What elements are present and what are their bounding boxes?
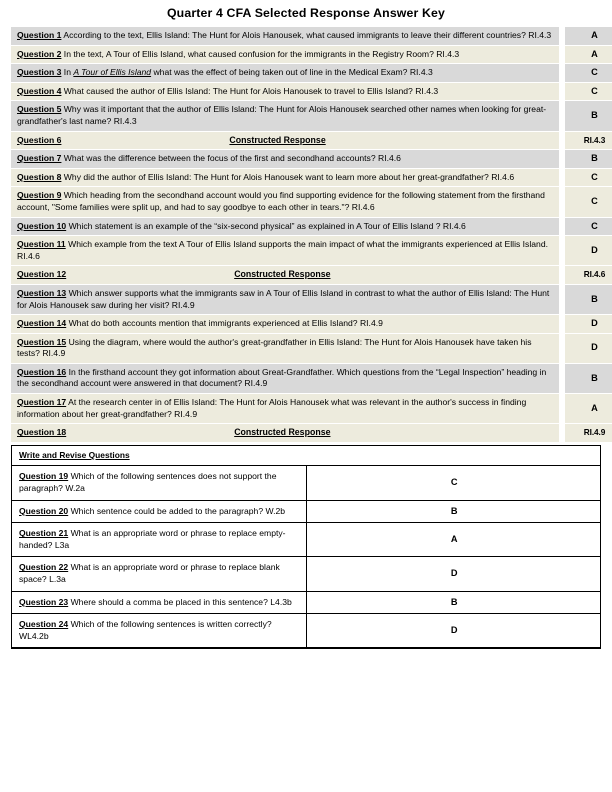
table-row <box>11 394 612 424</box>
answer-cell: D <box>565 315 612 334</box>
table-row <box>11 101 612 131</box>
question-text-title: A Tour of Ellis Island <box>73 67 152 78</box>
question-text: According to the text, Ellis Island: The Hunt for Alois Hanousek, what caused immigrants to leave their different countries? RI.4.3 <box>61 30 552 40</box>
question-cell <box>11 333 559 363</box>
question-number-label: Question 19 <box>19 471 69 482</box>
question-cell <box>11 217 559 236</box>
question-cell <box>11 27 559 46</box>
question-number-label: Question 24 <box>19 619 69 630</box>
question-text: Which example from the text A Tour of Ellis Island supports the main impact of what the immigrants experienced at Ellis Island. RI.4.6 <box>17 239 548 261</box>
answer-cell: B <box>565 284 612 314</box>
table-row <box>11 236 612 266</box>
question-cell <box>11 82 559 101</box>
answer-cell: B <box>565 363 612 393</box>
question-text: Which answer supports what the immigrants saw in A Tour of Ellis Island in contrast to what the author of Ellis Island: The Hunt for Alois Hanousek saw during her visit? RI.4.9 <box>17 287 550 310</box>
answer-cell: D <box>306 614 600 648</box>
reading-table-body <box>11 27 612 443</box>
question-text: In the text, A Tour of Ellis Island, what caused confusion for the immigrants in the Registry Room? RI.4.3 <box>61 48 460 59</box>
table-row <box>11 150 612 169</box>
answer-cell: B <box>306 591 600 614</box>
question-text: What was the difference between the focus of the first and secondhand accounts? RI.4.6 <box>61 153 401 164</box>
table-row <box>11 266 612 285</box>
question-number-label: Question 10 <box>17 220 67 231</box>
table-row <box>11 168 612 187</box>
question-text: At the research center in of Ellis Island: The Hunt for Alois Hanousek what was relevant in the author's success in finding information about her great-grandfather? RI.4.9 <box>17 397 527 419</box>
question-number-label: Question 18 <box>17 427 67 438</box>
question-text: Why was it important that the author of Ellis Island: The Hunt for Alois Hanousek searched other names when looking for great-grandfather's last name? RI.4.3 <box>17 104 547 126</box>
answer-cell: C <box>565 82 612 101</box>
constructed-response-label: Constructed Response <box>234 269 331 280</box>
question-number-label: Question 14 <box>17 318 67 329</box>
table-row <box>11 363 612 393</box>
standard-code-cell: RI.4.9 <box>565 424 612 443</box>
question-cell <box>11 266 559 285</box>
constructed-response-label: Constructed Response <box>234 427 331 438</box>
answer-cell: C <box>565 64 612 83</box>
answer-cell: C <box>565 187 612 217</box>
constructed-response-label: Constructed Response <box>229 134 326 145</box>
question-number-label: Question 23 <box>19 596 69 607</box>
writing-section-box <box>11 445 601 650</box>
question-text: Which statement is an example of the “six-second physical” as explained in A Tour of Ellis Island ? RI.4.6 <box>66 220 466 231</box>
question-text: Using the diagram, where would the author's great-grandfather in Ellis Island: The Hunt for Alois Hanousek have taken his tests? RI.4.9 <box>17 336 532 359</box>
answer-cell: D <box>565 236 612 266</box>
question-number-label: Question 16 <box>17 366 67 377</box>
question-cell <box>12 591 306 614</box>
table-row <box>11 424 612 443</box>
table-row <box>12 591 600 614</box>
question-number-label: Question 9 <box>17 190 62 201</box>
question-number-label: Question 13 <box>17 287 67 298</box>
question-cell <box>11 168 559 187</box>
question-cell <box>11 424 559 443</box>
table-row <box>12 557 600 591</box>
question-cell <box>11 236 559 266</box>
answer-cell: C <box>565 217 612 236</box>
page-title: Quarter 4 CFA Selected Response Answer Key <box>166 6 446 20</box>
writing-section-heading: Write and Revise Questions <box>19 449 130 460</box>
answer-cell: B <box>565 150 612 169</box>
standard-code-cell: RI.4.3 <box>565 131 612 150</box>
table-row <box>12 523 600 557</box>
table-row <box>12 614 600 648</box>
question-text: In the firsthand account they got information about Great-Grandfather. Which questions from the “Legal Inspection” heading in the secondhand account were answered in that document? RI.4.9 <box>17 366 547 389</box>
question-cell <box>11 45 559 64</box>
question-text-after: what was the effect of being taken out of line in the Medical Exam? RI.4.3 <box>151 67 433 78</box>
table-row <box>11 217 612 236</box>
table-row <box>11 131 612 150</box>
question-number-label: Question 2 <box>17 48 62 59</box>
question-number-label: Question 6 <box>17 134 62 145</box>
question-cell <box>11 284 559 314</box>
answer-cell: D <box>306 557 600 591</box>
question-text: What caused the author of Ellis Island: The Hunt for Alois Hanousek to travel to Ellis Island? RI.4.3 <box>61 85 439 96</box>
answer-cell: C <box>565 168 612 187</box>
question-text: What is an appropriate word or phrase to replace empty-handed? L3a <box>19 528 286 550</box>
question-number-label: Question 15 <box>17 336 67 347</box>
question-number-label: Question 20 <box>19 505 69 516</box>
question-cell <box>11 131 559 150</box>
question-cell <box>11 315 559 334</box>
standard-code-cell: RI.4.6 <box>565 266 612 285</box>
question-number-label: Question 22 <box>19 562 69 573</box>
question-cell <box>11 150 559 169</box>
answer-cell: A <box>565 45 612 64</box>
table-row <box>11 333 612 363</box>
question-cell <box>12 614 306 648</box>
question-text: What is an appropriate word or phrase to replace blank space? L.3a <box>19 562 280 584</box>
table-row <box>11 82 612 101</box>
writing-section-header-cell <box>12 446 600 466</box>
table-row <box>11 315 612 334</box>
question-number-label: Question 11 <box>17 239 66 250</box>
table-row <box>12 500 600 523</box>
question-text: Which of the following sentences does not support the paragraph? W.2a <box>19 471 277 494</box>
question-cell <box>11 394 559 424</box>
table-row <box>11 284 612 314</box>
answer-cell: D <box>565 333 612 363</box>
question-text: Which of the following sentences is written correctly? WL4.2b <box>19 619 272 641</box>
question-cell <box>11 363 559 393</box>
answer-cell: B <box>306 500 600 523</box>
table-row <box>11 64 612 83</box>
question-cell <box>11 101 559 131</box>
question-number-label: Question 21 <box>19 528 69 539</box>
question-number-label: Question 1 <box>17 30 62 40</box>
table-row <box>11 27 612 46</box>
question-text: Which heading from the secondhand account would you find supporting evidence for the following statement from the firsthand account, "Some families were split up, and had to say goodbye to each other in tears."? RI.4.6 <box>17 190 545 212</box>
question-number-label: Question 12 <box>17 269 67 280</box>
table-row <box>11 45 612 64</box>
answer-cell: A <box>565 394 612 424</box>
question-cell <box>11 64 559 83</box>
table-row <box>12 466 600 500</box>
question-number-label: Question 17 <box>17 397 67 408</box>
question-cell <box>12 500 306 523</box>
answer-cell: A <box>565 27 612 46</box>
answer-cell: A <box>306 523 600 557</box>
question-text-before: In <box>61 67 74 78</box>
question-number-label: Question 7 <box>17 153 62 164</box>
reading-answer-table <box>11 26 612 443</box>
table-row <box>11 187 612 217</box>
question-number-label: Question 4 <box>17 85 62 96</box>
question-text: Why did the author of Ellis Island: The Hunt for Alois Hanousek want to learn more about her great-grandfather? RI.4.6 <box>61 171 515 182</box>
question-cell <box>11 187 559 217</box>
question-number-label: Question 8 <box>17 171 62 182</box>
question-text: Which sentence could be added to the paragraph? W.2b <box>68 505 286 516</box>
question-number-label: Question 5 <box>17 104 62 115</box>
question-cell <box>12 557 306 591</box>
question-cell <box>12 466 306 500</box>
writing-answer-table <box>12 446 600 649</box>
question-text: Where should a comma be placed in this sentence? L4.3b <box>68 596 292 607</box>
question-number-label: Question 3 <box>17 67 62 78</box>
answer-cell: B <box>565 101 612 131</box>
question-cell <box>12 523 306 557</box>
answer-cell: C <box>306 466 600 500</box>
writing-table-body <box>12 446 600 648</box>
question-text: What do both accounts mention that immigrants experienced at Ellis Island? RI.4.9 <box>66 318 383 329</box>
writing-section-header-row <box>12 446 600 466</box>
